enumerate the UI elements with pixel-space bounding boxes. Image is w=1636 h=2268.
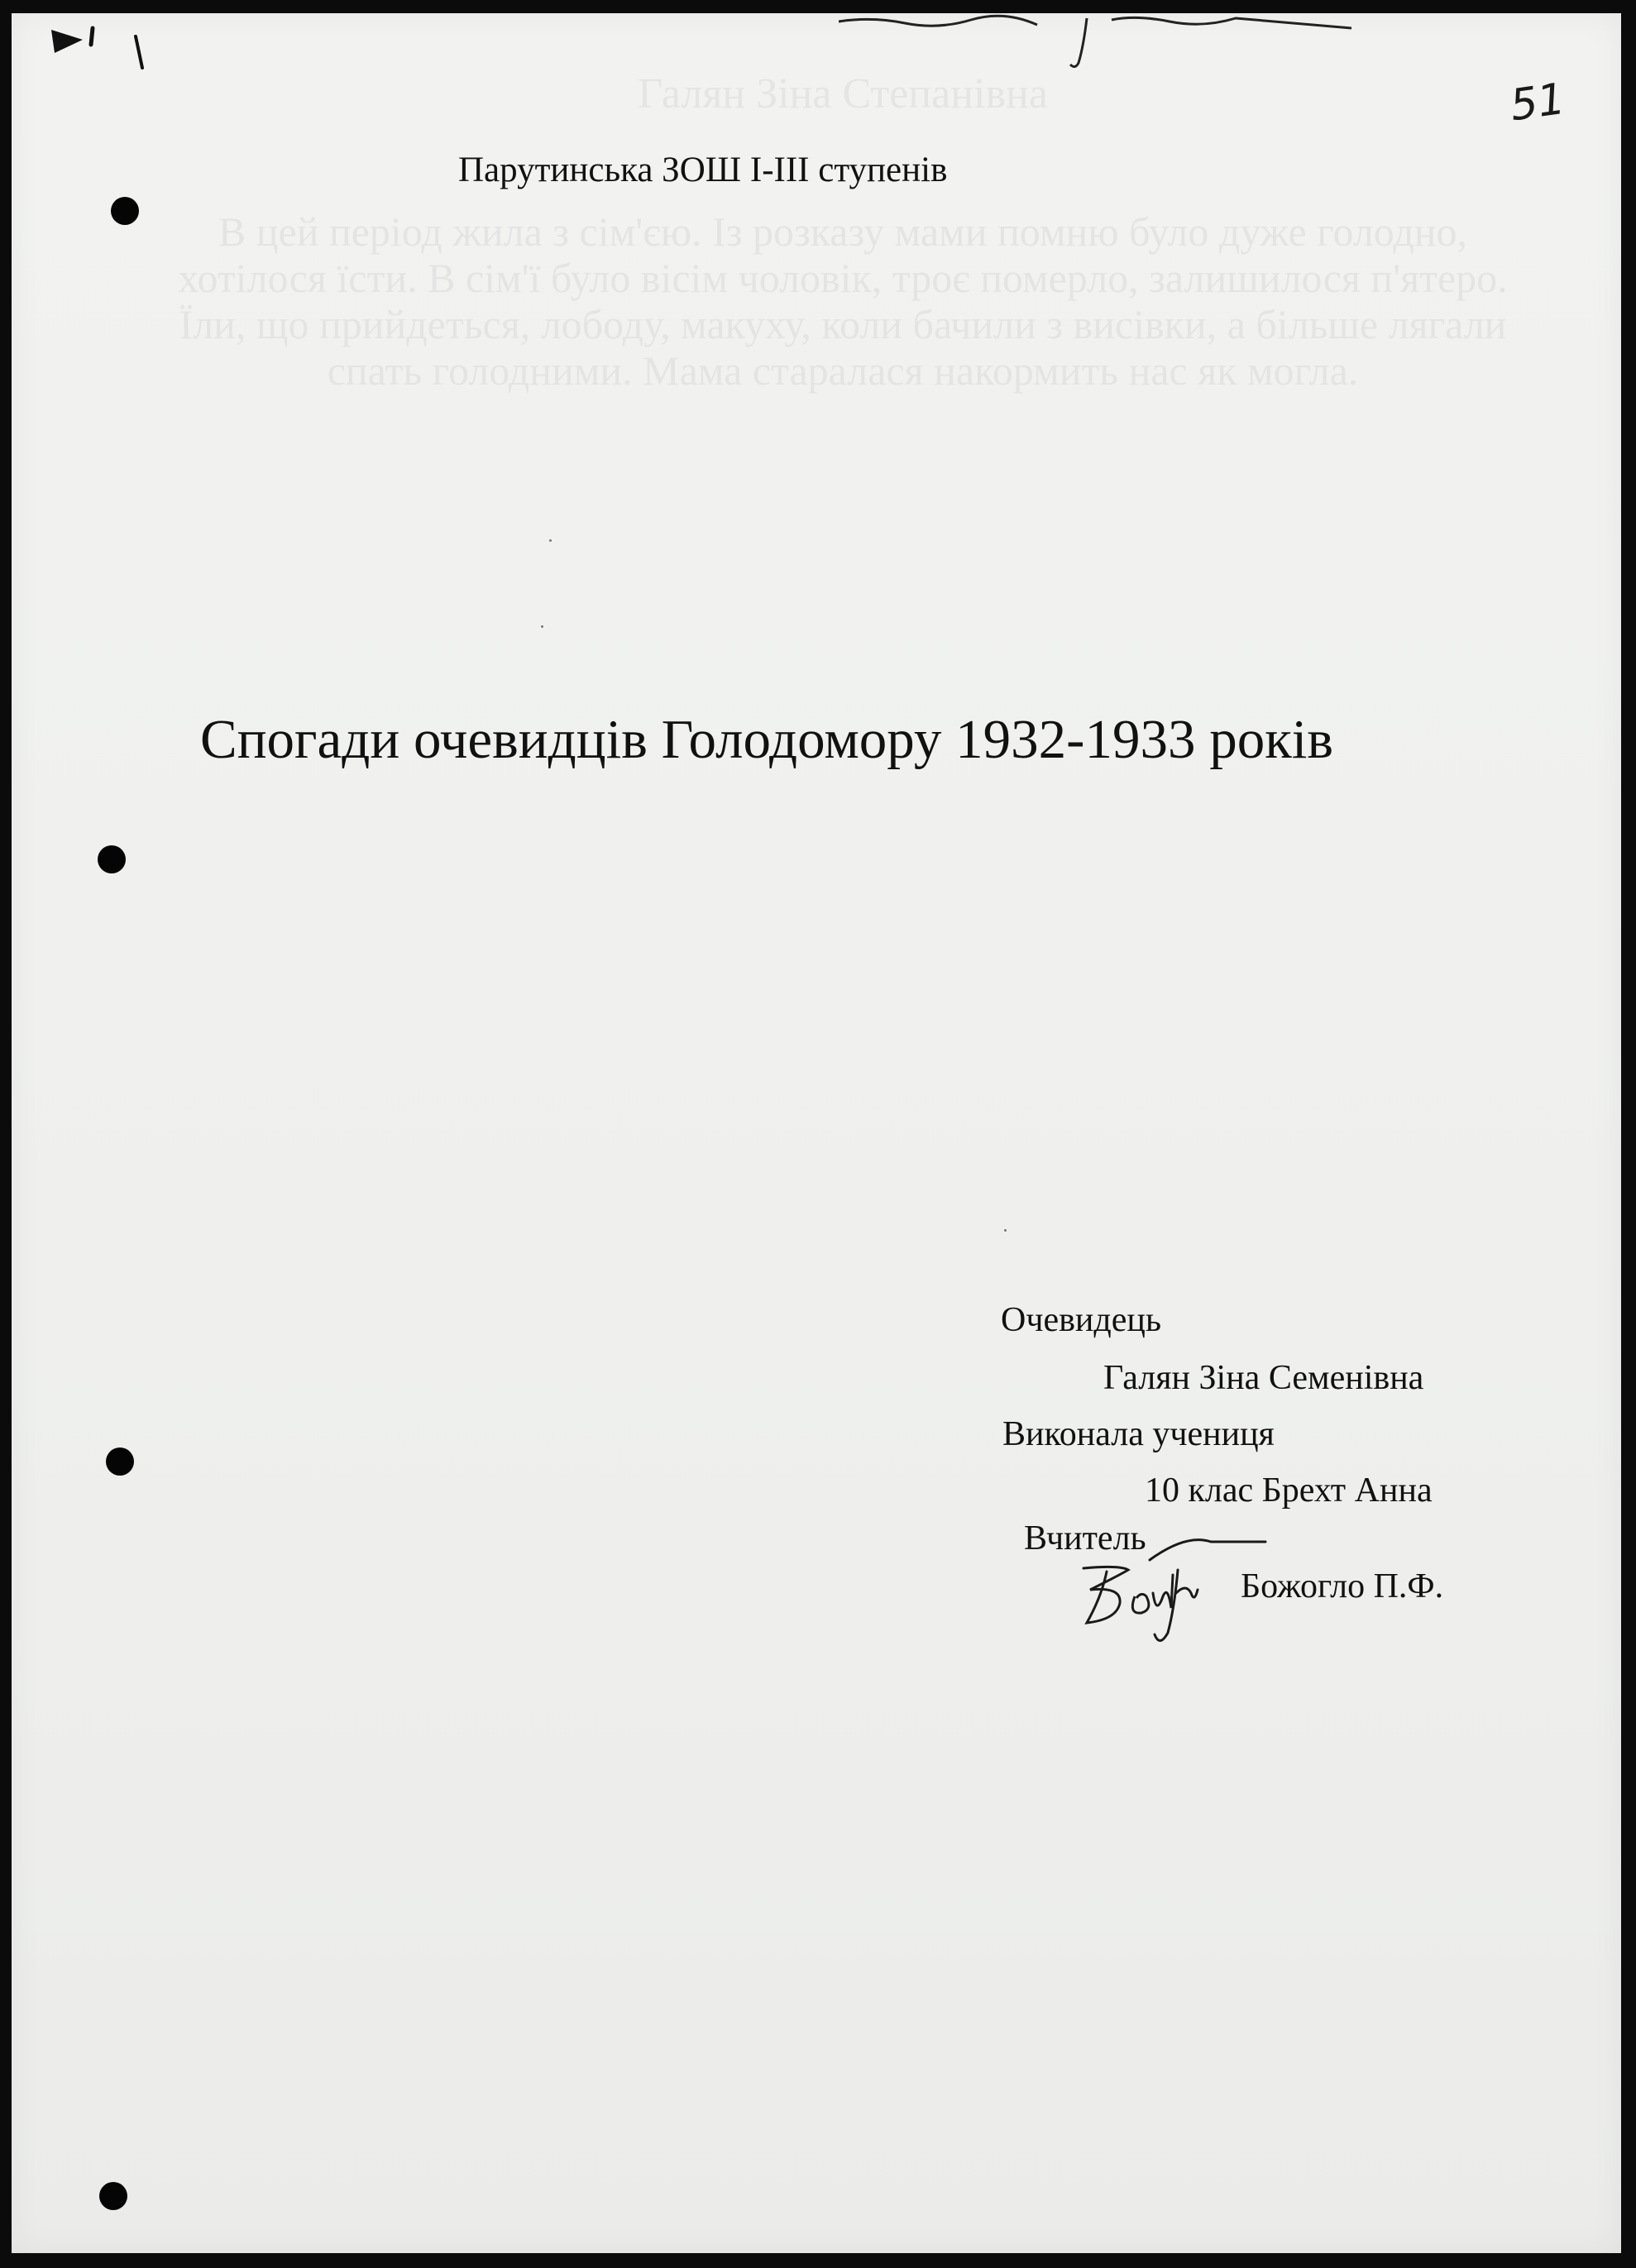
- page-number: 51: [1507, 74, 1569, 132]
- bleed-through-text: [144, 71, 1542, 394]
- witness-name: Галян Зіна Семенівна: [1103, 1359, 1424, 1397]
- top-edge-handwriting-icon: [839, 13, 1368, 71]
- binder-hole: [98, 845, 126, 873]
- teacher-name: Божогло П.Ф.: [1241, 1567, 1444, 1605]
- binder-hole: [111, 197, 139, 225]
- paper-speck: [1004, 1229, 1007, 1232]
- document-title: Спогади очевидців Голодомору 1932-1933 років: [200, 709, 1333, 770]
- binder-hole: [106, 1447, 134, 1476]
- paper-speck: [541, 625, 543, 628]
- author-name: 10 клас Брехт Анна: [1145, 1471, 1433, 1510]
- document-sheet: [12, 13, 1621, 2253]
- corner-pen-mark-icon: [43, 13, 159, 79]
- bleed-through-heading: Галян Зіна Степанівна: [638, 70, 1048, 117]
- teacher-signature-icon: [1070, 1517, 1269, 1649]
- bleed-through-paragraph: В цей період жила з сім'єю. Із розказу мами помню було дуже голодно, хотілося їсти. В сім'ї було вісім чоловік, троє померло, залишилося п'ятеро. Їли, що прийдеться, лободу, макуху, коли бачили з висівки, а більше лягали спать голодними. Мама старалася накормить нас як могла.: [178, 208, 1508, 394]
- teacher-label: Вчитель: [1024, 1519, 1146, 1557]
- binder-hole: [99, 2182, 127, 2210]
- witness-label: Очевидець: [1001, 1301, 1162, 1339]
- school-name: Парутинська ЗОШ І-ІІІ ступенів: [458, 151, 948, 189]
- author-label: Виконала учениця: [1002, 1415, 1275, 1453]
- paper-speck: [549, 539, 552, 542]
